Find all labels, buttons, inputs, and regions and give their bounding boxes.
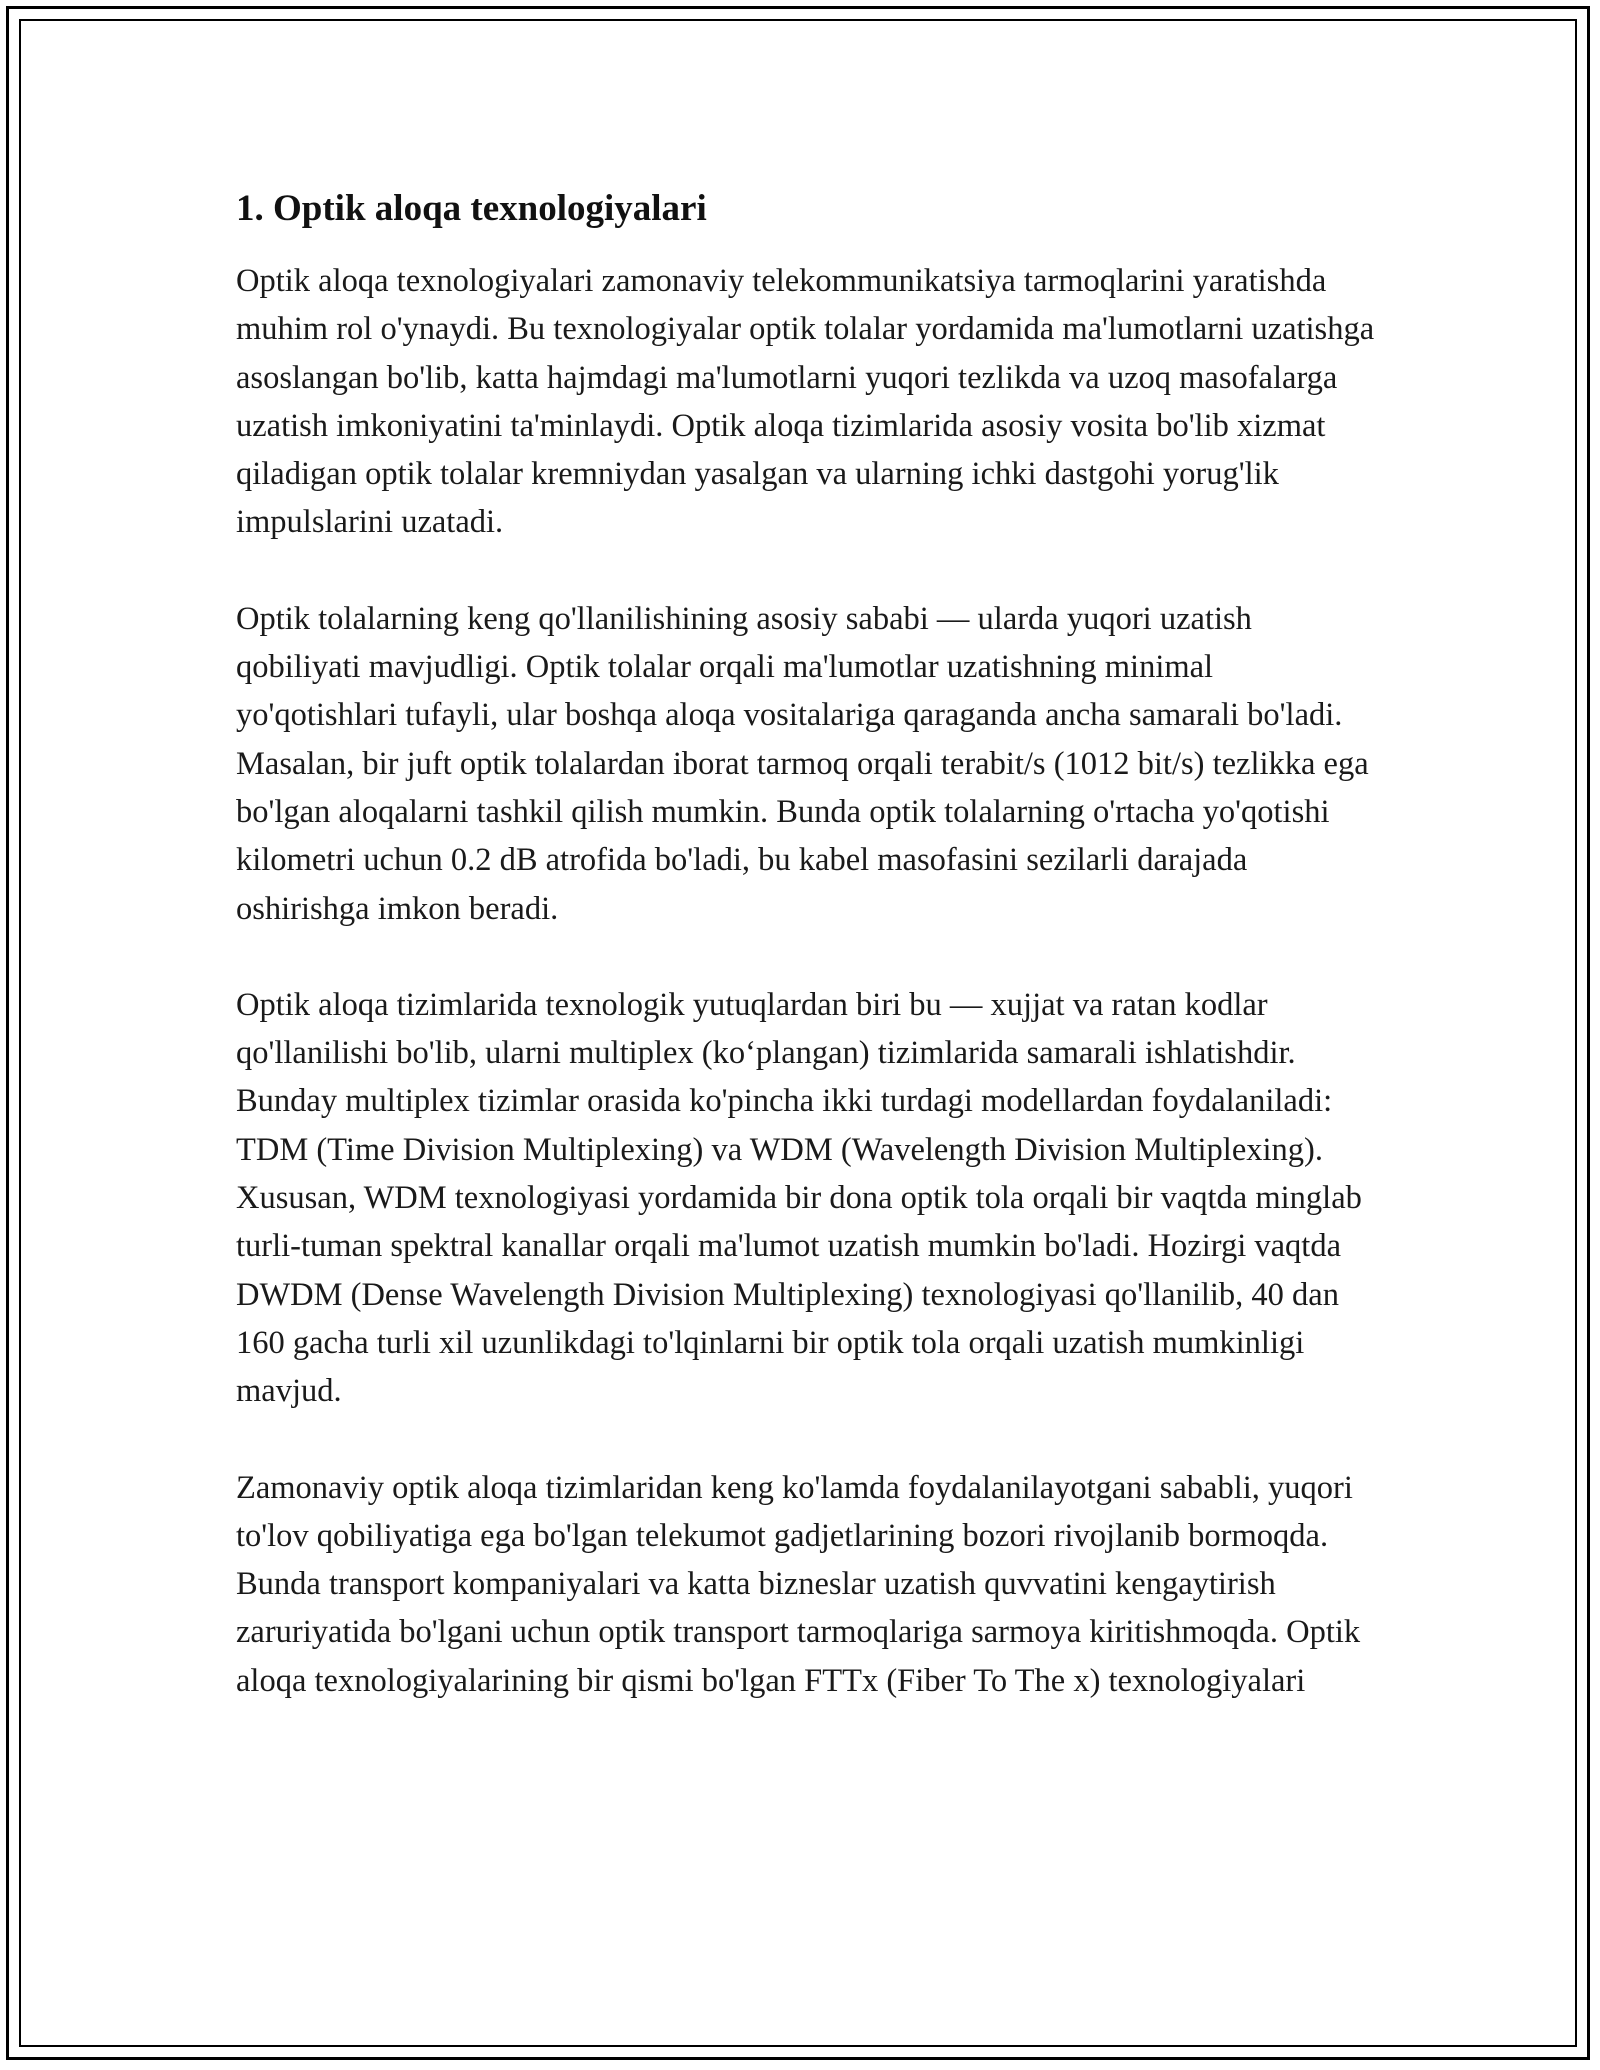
paragraph-4: Zamonaviy optik aloqa tizimlaridan keng ko'lamda foydalanilayotgani sababli, yuqori to'lov qobiliyatiga ega bo'lgan telekumot gadjetlarining bozori rivojlanib bormoqda. Bunda transport kompaniyalari va katta bizneslar uzatish quvvatini kengaytirish zaruriyatida bo'lgani uchun optik transport tarmoqlariga sarmoya kiritishmoqda. Optik aloqa texnologiyalarining bir qismi bo'lgan FTTx (Fiber To The x) texnologiyalari bbox=[236, 1469, 1361, 1699]
section-title: 1. Optik aloqa texnologiyalari bbox=[236, 188, 707, 229]
paragraph-3: Optik aloqa tizimlarida texnologik yutuqlardan biri bu — xujjat va ratan kodlar qo'llanilishi bo'lib, ularni multiplex (ko‘plangan) tizimlarida samarali ishlatishdir. Bunday multiplex tizimlar orasida ko'pincha ikki turdagi modellardan foydalaniladi: TDM (Time Division Multiplexing) va WDM (Wavelength Division Multiplexing). Xususan, WDM texnologiyasi yordamida bir dona optik tola orqali bir vaqtda minglab turli-tuman spektral kanallar orqali ma'lumot uzatish mumkin bo'ladi. Hozirgi vaqtda DWDM (Dense Wavelength Division Multiplexing) texnologiyasi qo'llanilib, 40 dan 160 gacha turli xil uzunlikdagi to'lqinlarni bir optik tola orqali uzatish mumkinligi mavjud. bbox=[236, 986, 1362, 1410]
document-body bbox=[236, 185, 1376, 1705]
paragraph-2: Optik tolalarning keng qo'llanilishining asosiy sababi — ularda yuqori uzatish qobiliyati mavjudligi. Optik tolalar orqali ma'lumotlar uzatishning minimal yo'qotishlari tufayli, ular boshqa aloqa vositalariga qaraganda ancha samarali bo'ladi. Masalan, bir juft optik tolalardan iborat tarmoq orqali terabit/s (1012 bit/s) tezlikka ega bo'lgan aloqalarni tashkil qilish mumkin. Bunda optik tolalarning o'rtacha yo'qotishi kilometri uchun 0.2 dB atrofida bo'ladi, bu kabel masofasini sezilarli darajada oshirishga imkon beradi. bbox=[236, 600, 1369, 927]
paragraph-1: Optik aloqa texnologiyalari zamonaviy telekommunikatsiya tarmoqlarini yaratishda muhim rol o'ynaydi. Bu texnologiyalar optik tolalar yordamida ma'lumotlarni uzatishga asoslangan bo'lib, katta hajmdagi ma'lumotlarni yuqori tezlikda va uzoq masofalarga uzatish imkoniyatini ta'minlaydi. Optik aloqa tizimlarida asosiy vosita bo'lib xizmat qiladigan optik tolalar kremniydan yasalgan va ularning ichki dastgohi yorug'lik impulslarini uzatadi. bbox=[236, 263, 1375, 541]
